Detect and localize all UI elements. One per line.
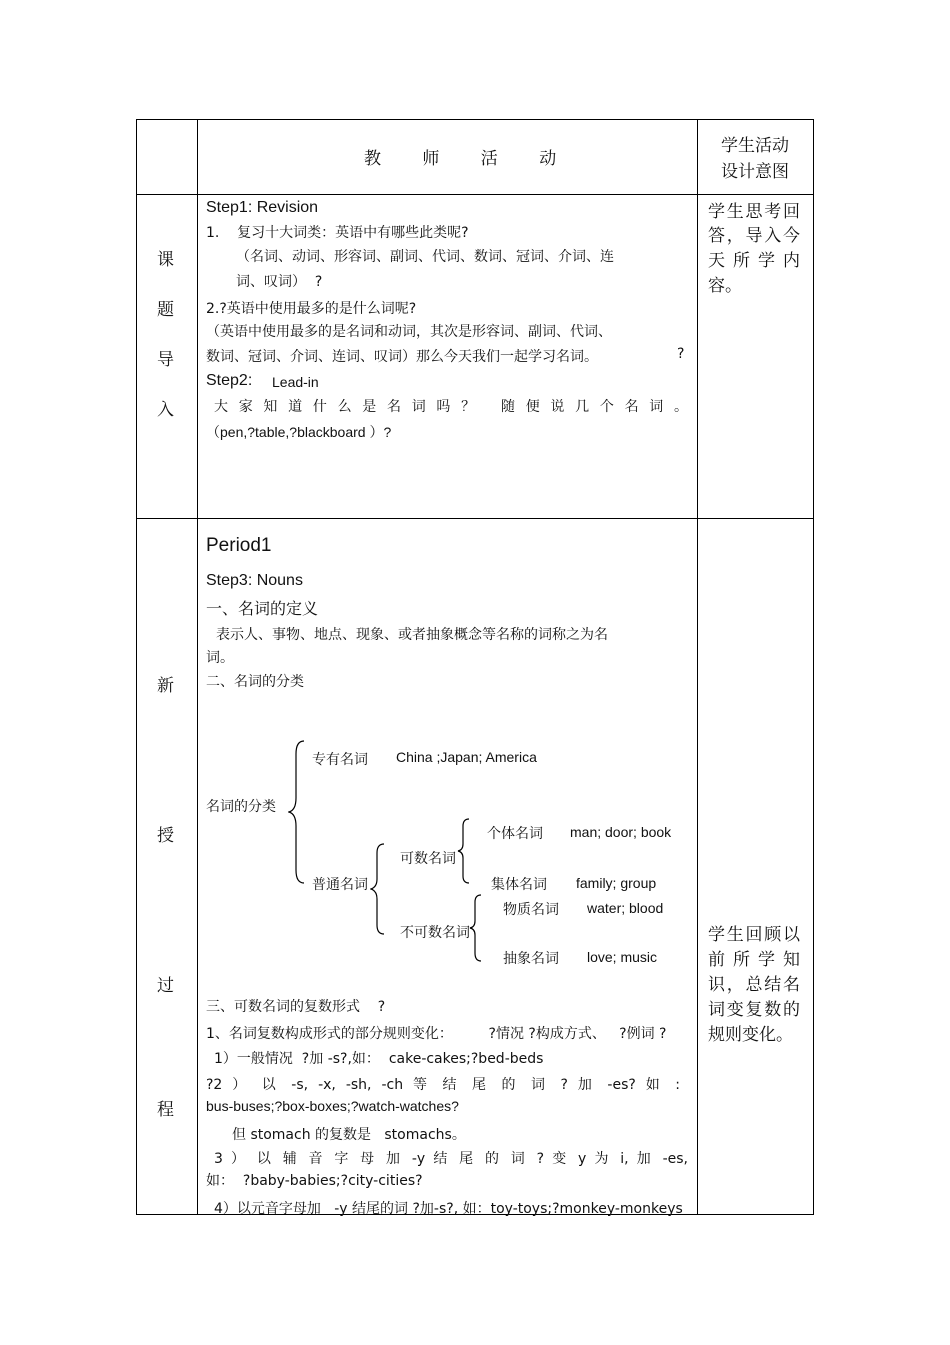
table-row-divider-1 — [136, 194, 814, 195]
definition-line2: 词。 — [206, 650, 234, 666]
revision-answer-2-line1: （英语中使用最多的是名词和动词，其次是形容词、副词、代词、 — [206, 324, 612, 340]
section1-label-char: 导 — [157, 350, 174, 370]
definition-title: 一、名词的定义 — [206, 599, 319, 618]
section1-label-char: 入 — [157, 400, 174, 420]
plural-rule-intro: 1、名词复数构成形式的部分规则变化： ?情况 ?构成方式、 ?例词 ? — [206, 1026, 667, 1042]
plural-rule-3-line2: 如： ?baby-babies;?city-cities? — [206, 1173, 423, 1189]
revision-question-2: 2.?英语中使用最多的是什么词呢? — [206, 301, 417, 317]
section2-label-char: 授 — [157, 826, 174, 846]
section2-label-char: 程 — [157, 1100, 174, 1120]
brace-root — [288, 740, 306, 884]
plural-title: 三、可数名词的复数形式 ? — [206, 999, 386, 1015]
table-col-divider-2 — [697, 119, 698, 1215]
revision-answer-2-qmark: ? — [677, 346, 685, 362]
tree-individual-noun: 个体名词 — [487, 826, 543, 842]
revision-question-1: 1. 复习十大词类：英语中有哪些此类呢? — [206, 225, 469, 241]
section2-side-line: 规则变化。 — [708, 1025, 793, 1045]
section2-side-line: 学生回顾以 — [708, 925, 800, 945]
tree-proper-noun: 专有名词 — [312, 752, 368, 768]
tree-collective-examples: family; group — [576, 875, 657, 891]
period-title: Period1 — [206, 535, 272, 556]
definition-line1: 表示人、事物、地点、现象、或者抽象概念等名称的词称之为名 — [216, 627, 608, 643]
table-border-top — [136, 119, 814, 120]
revision-answer-1-line2: 词、叹词） ? — [236, 274, 323, 290]
section2-side-line: 识，总结名 — [708, 975, 800, 995]
tree-countable-noun: 可数名词 — [400, 851, 456, 867]
tree-common-noun: 普通名词 — [312, 877, 368, 893]
section2-side-line: 前所学知 — [708, 950, 800, 970]
tree-abstract-examples: love; music — [587, 949, 658, 965]
tree-material-examples: water; blood — [587, 900, 664, 916]
classification-title: 二、名词的分类 — [206, 674, 304, 690]
header-student-activity-line2: 设计意图 — [721, 162, 789, 182]
brace-uncountable — [469, 894, 483, 962]
revision-answer-2-line2: 数词、冠词、介词、连词、叹词）那么今天我们一起学习名词。 — [206, 349, 598, 365]
header-teacher-activity: 教 师 活 动 — [364, 149, 557, 169]
plural-rule-2-line1: ?2 ） 以 -s, -x, -sh, -ch 等 结 尾 的 词 ? 加 -es? 如 : — [206, 1077, 680, 1093]
plural-rule-4: 4）以元音字母加 -y 结尾的词 ?加-s?, 如：toy-toys;?monkey-monkeys — [214, 1201, 683, 1217]
tree-collective-noun: 集体名词 — [491, 877, 547, 893]
section1-label-char: 题 — [157, 300, 174, 320]
step2-subtitle: Lead-in — [272, 374, 319, 390]
section1-side-line: 容。 — [708, 276, 742, 296]
table-col-divider-1 — [197, 119, 198, 1215]
tree-individual-examples: man; door; book — [570, 824, 672, 840]
section1-side-line: 天所学内 — [708, 251, 800, 271]
tree-uncountable-noun: 不可数名词 — [400, 925, 470, 941]
plural-rule-3-line1: 3 ） 以 辅 音 字 母 加 -y 结 尾 的 词 ? 变 y 为 i, 加 -es, — [214, 1151, 688, 1167]
header-student-activity-line1: 学生活动 — [721, 136, 789, 156]
section1-label-char: 课 — [157, 250, 174, 270]
brace-countable — [457, 818, 471, 884]
step1-title: Step1: Revision — [206, 199, 319, 216]
section1-side-line: 学生思考回 — [708, 202, 800, 222]
step2-title: Step2: — [206, 372, 253, 389]
brace-common — [370, 843, 386, 935]
section2-label-char: 新 — [157, 676, 174, 696]
plural-rule-2-note: 但 stomach 的复数是 stomachs。 — [232, 1127, 466, 1143]
plural-rule-2-line2: bus-buses;?box-boxes;?watch-watches? — [206, 1098, 459, 1114]
leadin-line2: （pen,?table,?blackboard ）? — [206, 424, 392, 440]
table-border-left — [136, 119, 137, 1215]
tree-root: 名词的分类 — [206, 799, 276, 815]
tree-abstract-noun: 抽象名词 — [503, 951, 559, 967]
leadin-line1: 大家知道什么是名词吗？ 随便说几个名词。 — [214, 399, 688, 415]
tree-proper-examples: China ;Japan; America — [396, 749, 537, 765]
table-row-divider-2 — [136, 518, 814, 519]
tree-material-noun: 物质名词 — [503, 902, 559, 918]
revision-answer-1-line1: （名词、动词、形容词、副词、代词、数词、冠词、介词、连 — [236, 249, 614, 265]
step3-title: Step3: Nouns — [206, 572, 303, 589]
section2-label-char: 过 — [157, 976, 174, 996]
table-border-right — [813, 119, 814, 1215]
plural-rule-1: 1）一般情况 ?加 -s?,如： cake-cakes;?bed-beds — [214, 1051, 544, 1067]
section1-side-line: 答，导入今 — [708, 226, 800, 246]
section2-side-line: 词变复数的 — [708, 1000, 800, 1020]
